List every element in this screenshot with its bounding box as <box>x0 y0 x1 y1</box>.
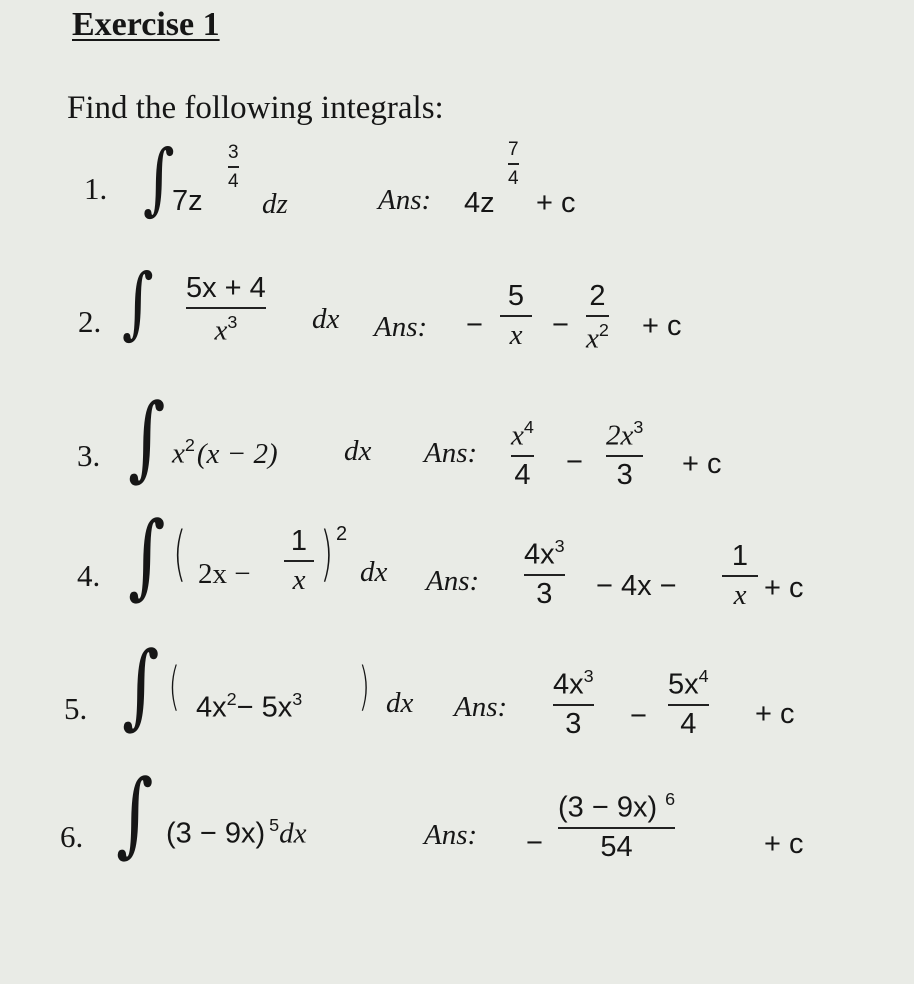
integrand-fraction <box>284 527 314 595</box>
fraction-bar <box>186 307 266 309</box>
fraction-numerator: (3 − 9x) $^6$ <box>558 789 676 824</box>
answer-fraction-1 <box>500 282 532 350</box>
answer-sign: − <box>526 827 543 859</box>
fraction-numerator: 5x + 4 <box>186 272 266 304</box>
integrand-exponent <box>228 143 239 191</box>
fraction-bar <box>524 574 565 576</box>
fraction-denominator: 3 <box>536 577 553 610</box>
integral-sign-icon: ∫ <box>116 760 154 867</box>
fraction-denominator: 54 <box>600 830 633 863</box>
problem-number: 2. <box>78 304 102 339</box>
fraction-bar <box>228 166 239 168</box>
answer-minus: − <box>630 700 647 732</box>
answer-fraction-2 <box>668 667 709 739</box>
right-paren: ) <box>358 657 370 717</box>
answer-middle: − 4x − <box>596 570 677 602</box>
answer-label: Ans: <box>424 437 478 469</box>
fraction-numerator: $4x^3$ <box>524 536 565 571</box>
integrand: (3 − 9x) $^5$dx <box>166 815 307 850</box>
fraction-bar <box>558 827 675 829</box>
fraction-denominator: $x^2$ <box>586 320 609 355</box>
fraction-numerator: 5 <box>507 280 525 312</box>
differential: dx <box>344 435 372 467</box>
differential: dz <box>262 188 288 220</box>
fraction-denominator: $x^3$ <box>214 312 238 347</box>
integral-sign-icon: ∫ <box>122 632 160 739</box>
integrand: $x^2(x - 2)$ <box>172 435 278 470</box>
fraction-denominator: 3 <box>616 458 633 491</box>
answer-base: 4z <box>464 187 495 219</box>
answer-label: Ans: <box>374 311 428 343</box>
left-paren: ( <box>173 519 187 589</box>
answer-label: Ans: <box>426 565 480 597</box>
fraction-denominator: x <box>509 319 523 351</box>
instruction-text: Find the following integrals: <box>67 90 444 126</box>
answer-tail: + c <box>536 187 576 219</box>
fraction-denominator: x <box>292 564 306 596</box>
differential: dx <box>386 687 414 719</box>
answer-tail: + c <box>682 448 722 480</box>
fraction-numerator: $x^4$ <box>511 417 534 452</box>
answer-fraction-1 <box>553 667 594 739</box>
fraction-bar <box>586 315 609 317</box>
answer-tail: + c <box>642 310 682 342</box>
fraction-bar <box>553 704 594 706</box>
answer-tail: + c <box>764 828 804 860</box>
integral-sign-icon: ∫ <box>128 384 166 491</box>
fraction-denominator: 4 <box>514 458 531 491</box>
answer-sign: − <box>466 309 483 341</box>
fraction-bar <box>500 315 532 317</box>
integrand-term: 2x − <box>198 558 251 590</box>
fraction-denominator: x <box>733 579 747 611</box>
exponent-numerator: 7 <box>508 139 519 160</box>
answer-fraction-2 <box>606 418 643 490</box>
answer-minus: − <box>552 309 569 341</box>
answer-fraction-1 <box>511 418 534 490</box>
fraction-bar <box>722 575 758 577</box>
exponent-numerator: 3 <box>228 142 239 163</box>
integral-sign-icon: ∫ <box>128 502 166 609</box>
problem-number: 1. <box>84 171 108 206</box>
fraction-numerator: $4x^3$ <box>553 666 594 701</box>
right-paren: ) <box>320 519 334 589</box>
fraction-numerator: $2x^3$ <box>606 417 644 452</box>
fraction-bar <box>606 455 643 457</box>
exercise-heading: Exercise 1 <box>72 6 220 43</box>
left-paren: ( <box>168 657 180 717</box>
answer-tail: + c <box>755 698 795 730</box>
fraction-bar <box>284 560 314 562</box>
answer-label: Ans: <box>378 184 432 216</box>
problem-number: 3. <box>77 438 101 473</box>
fraction-bar <box>508 163 519 165</box>
integrand-base: 7z <box>172 185 203 217</box>
answer-fraction-1 <box>524 537 565 609</box>
problem-number: 4. <box>77 558 101 593</box>
fraction-numerator: 2 <box>589 280 606 312</box>
integrand-fraction <box>186 274 266 346</box>
fraction-numerator: 1 <box>731 540 749 572</box>
answer-minus: − <box>566 446 583 478</box>
integral-sign-icon: ∫ <box>122 258 154 348</box>
answer-label: Ans: <box>424 819 478 851</box>
fraction-denominator: 4 <box>680 707 697 740</box>
answer-tail: + c <box>764 572 804 604</box>
answer-label: Ans: <box>454 691 508 723</box>
fraction-bar <box>511 455 534 457</box>
fraction-numerator: 1 <box>290 525 308 557</box>
answer-fraction-2 <box>722 542 758 610</box>
differential: dx <box>360 556 388 588</box>
problem-number: 6. <box>60 819 84 854</box>
integrand-exponent: 2 <box>336 523 348 545</box>
differential: dx <box>312 303 340 335</box>
integrand: $4x^2- 5x^3$ <box>196 689 303 724</box>
problem-number: 5. <box>64 691 88 726</box>
answer-exponent <box>508 140 519 188</box>
fraction-bar <box>668 704 709 706</box>
exponent-denominator: 4 <box>508 168 519 189</box>
answer-fraction <box>558 790 675 862</box>
exponent-denominator: 4 <box>228 171 239 192</box>
fraction-numerator: $5x^4$ <box>668 666 709 701</box>
fraction-denominator: 3 <box>565 707 582 740</box>
integral-sign-icon: ∫ <box>143 134 175 224</box>
answer-fraction-2 <box>586 282 609 354</box>
